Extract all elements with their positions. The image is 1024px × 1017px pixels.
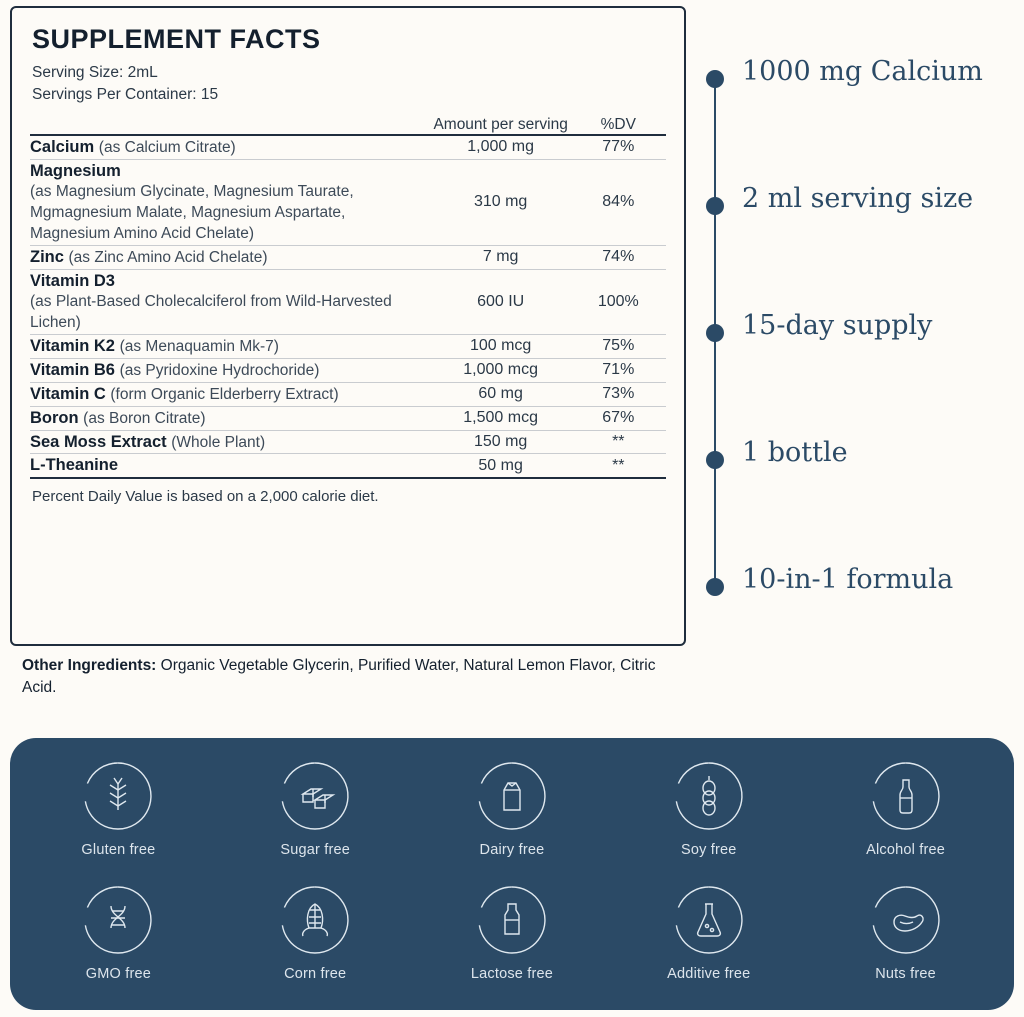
badge-label: Soy free [680, 842, 737, 858]
timeline-dot [706, 324, 724, 342]
highlights-list [706, 46, 1016, 681]
wheat-icon [82, 760, 154, 832]
nutrition-table [30, 116, 666, 480]
nutrient-name [30, 361, 319, 379]
badge-additive-free [624, 884, 794, 982]
badge-label: Corn free [284, 966, 347, 982]
daily-value-footnote: Percent Daily Value is based on a 2,000 calorie diet. [32, 488, 379, 506]
header-dv: %DV [571, 116, 666, 135]
nutrient-source: (as Calcium Citrate) [98, 138, 236, 156]
dna-icon [82, 884, 154, 956]
other-ingredients [22, 655, 662, 700]
table-row [30, 159, 666, 245]
peanut-icon [870, 884, 942, 956]
nutrient-source: (as Menaquamin Mk-7) [119, 337, 279, 355]
highlight-label: 1000 mg Calcium [742, 56, 983, 87]
corn-icon [279, 884, 351, 956]
nutrient-dv: 84% [571, 159, 666, 245]
badge-gluten-free [33, 760, 203, 858]
nutrient-label: Calcium [30, 137, 95, 156]
nutrient-label: Zinc [30, 247, 64, 266]
table-row [30, 269, 666, 334]
nutrient-dv: 67% [571, 406, 666, 430]
nutrient-amount: 150 mg [431, 430, 571, 454]
page-title: SUPPLEMENT FACTS [32, 24, 321, 54]
nutrient-amount: 60 mg [431, 382, 571, 406]
nutrient-dv: 75% [571, 334, 666, 358]
soybean-icon [673, 760, 745, 832]
nutrient-dv: 74% [571, 245, 666, 269]
nutrient-label: L-Theanine [30, 456, 119, 475]
nutrient-amount: 50 mg [431, 454, 571, 478]
supplement-facts-panel [10, 6, 686, 646]
badge-row-top [20, 760, 1004, 884]
nutrient-amount: 1,500 mcg [431, 406, 571, 430]
nutrient-dv: 100% [571, 269, 666, 334]
nutrient-amount: 1,000 mg [431, 135, 571, 159]
badge-dairy-free [427, 760, 597, 858]
nutrient-amount: 600 IU [431, 269, 571, 334]
nutrient-label: Vitamin B6 [30, 360, 115, 379]
nutrient-name [30, 409, 206, 427]
nutrient-dv: ** [571, 454, 666, 478]
nutrient-name [30, 433, 265, 451]
nutrient-source: (as Boron Citrate) [83, 409, 206, 427]
list-item [706, 173, 1016, 300]
table-row [30, 430, 666, 454]
nutrient-dv: ** [571, 430, 666, 454]
list-item [706, 554, 1016, 681]
list-item [706, 427, 1016, 554]
highlight-label: 15-day supply [742, 310, 933, 341]
other-ingredients-label: Other Ingredients: [22, 657, 157, 674]
list-item [706, 46, 1016, 173]
highlight-label: 2 ml serving size [742, 183, 974, 214]
badge-label: Sugar free [280, 842, 351, 858]
table-header-row [30, 116, 666, 135]
nutrient-label: Vitamin C [30, 384, 106, 403]
nutrient-label: Boron [30, 408, 79, 427]
badge-row-bottom [20, 884, 1004, 1008]
nutrient-name [30, 248, 268, 266]
nutrient-amount: 100 mcg [431, 334, 571, 358]
nutrient-source: (as Magnesium Glycinate, Magnesium Taurate, Mgmagnesium Malate, Magnesium Aspartate, Magnesium Amino Acid Chelate) [30, 183, 354, 242]
nutrient-name [30, 456, 118, 474]
highlight-label: 1 bottle [742, 437, 848, 468]
timeline-dot [706, 451, 724, 469]
badge-label: Dairy free [479, 842, 545, 858]
nutrient-source: (as Zinc Amino Acid Chelate) [68, 248, 268, 266]
nutrient-dv: 73% [571, 382, 666, 406]
badge-label: Gluten free [81, 842, 156, 858]
nutrient-source: (form Organic Elderberry Extract) [110, 385, 339, 403]
sugar-cube-icon [279, 760, 351, 832]
badge-label: Nuts free [875, 966, 936, 982]
nutrient-source: (as Pyridoxine Hydrochoride) [119, 361, 320, 379]
table-row [30, 406, 666, 430]
nutrient-amount: 7 mg [431, 245, 571, 269]
badge-lactose-free [427, 884, 597, 982]
bottle-icon [870, 760, 942, 832]
list-item [706, 300, 1016, 427]
nutrient-label: Magnesium [30, 161, 121, 180]
table-row [30, 334, 666, 358]
nutrient-name [30, 162, 423, 245]
badge-alcohol-free [821, 760, 991, 858]
header-nutrient [30, 116, 431, 135]
badge-label: Lactose free [470, 966, 554, 982]
table-row [30, 358, 666, 382]
nutrient-source: (as Plant-Based Cholecalciferol from Wild-Harvested Lichen) [30, 292, 392, 331]
table-row [30, 245, 666, 269]
nutrient-dv: 71% [571, 358, 666, 382]
nutrient-name [30, 337, 279, 355]
nutrient-name [30, 385, 339, 403]
nutrient-label: Sea Moss Extract [30, 432, 167, 451]
table-row [30, 454, 666, 478]
badge-label: GMO free [85, 966, 152, 982]
badge-soy-free [624, 760, 794, 858]
badge-label: Additive free [667, 966, 751, 982]
serving-size-text: Serving Size: 2mL [32, 64, 158, 81]
badge-label: Alcohol free [866, 842, 946, 858]
milk-carton-icon [476, 760, 548, 832]
nutrient-amount: 310 mg [431, 159, 571, 245]
nutrient-label: Vitamin K2 [30, 336, 115, 355]
milk-bottle-icon [476, 884, 548, 956]
flask-icon [673, 884, 745, 956]
nutrient-label: Vitamin D3 [30, 271, 115, 290]
nutrient-name [30, 272, 423, 334]
badge-sugar-free [230, 760, 400, 858]
header-amount: Amount per serving [431, 116, 571, 135]
badge-gmo-free [33, 884, 203, 982]
nutrient-name [30, 138, 236, 156]
free-from-badges [10, 738, 1014, 1010]
timeline-dot [706, 70, 724, 88]
nutrient-dv: 77% [571, 135, 666, 159]
badge-corn-free [230, 884, 400, 982]
servings-per-container-text: Servings Per Container: 15 [32, 85, 219, 103]
nutrient-amount: 1,000 mcg [431, 358, 571, 382]
timeline-dot [706, 578, 724, 596]
timeline-dot [706, 197, 724, 215]
table-row [30, 382, 666, 406]
other-ingredients-text: Organic Vegetable Glycerin, Purified Water, Natural Lemon Flavor, Citric Acid. [22, 657, 656, 697]
table-row [30, 135, 666, 159]
highlight-label: 10-in-1 formula [742, 564, 954, 595]
nutrient-source: (Whole Plant) [171, 433, 266, 451]
badge-nuts-free [821, 884, 991, 982]
